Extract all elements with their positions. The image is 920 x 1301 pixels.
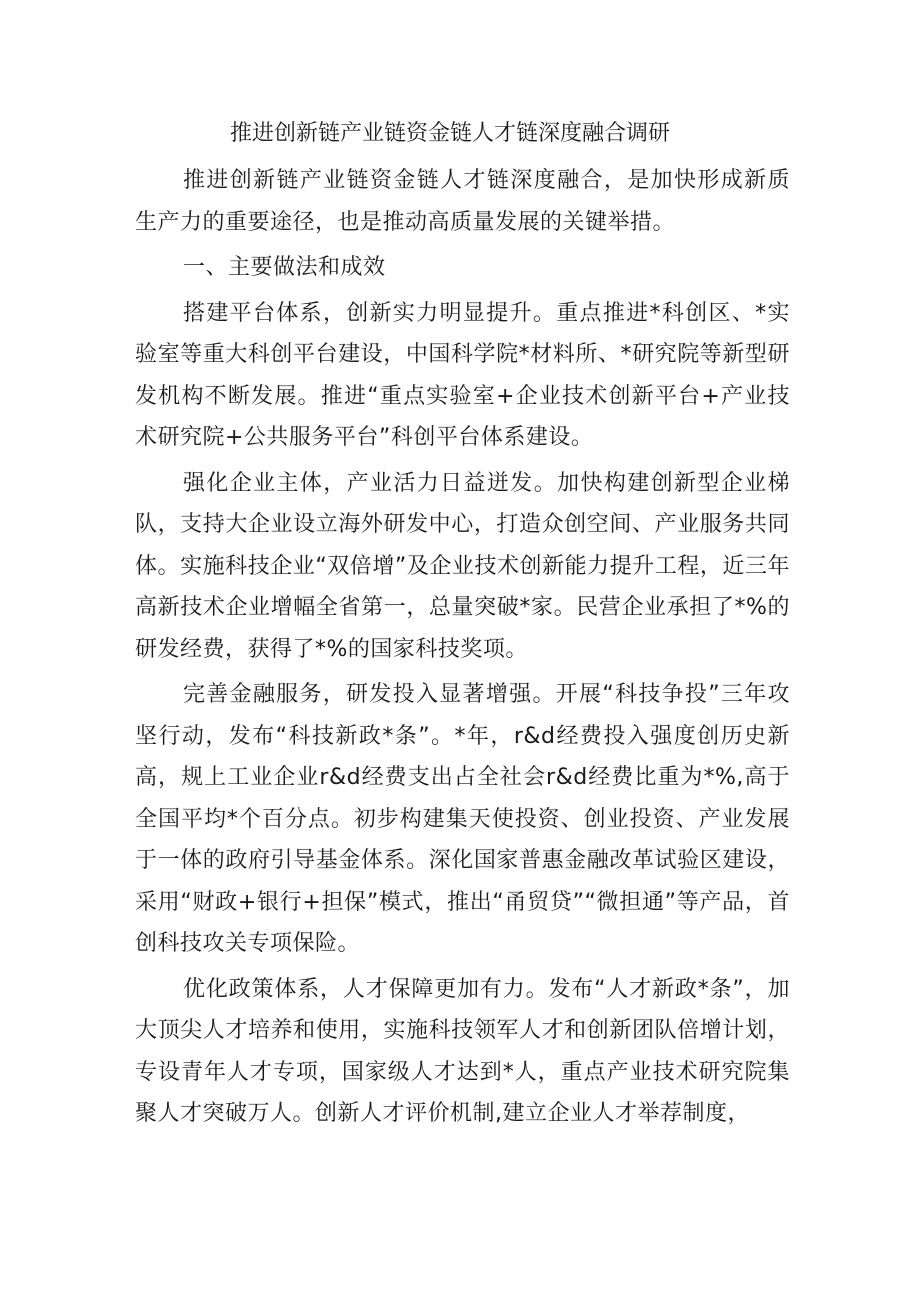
paragraph-finance: 完善金融服务，研发投入显著增强。开展“科技争投”三年攻坚行动，发布“科技新政*条”。*年，r&d经费投入强度创历史新高，规上工业企业r&d经费支出占全社会r&d经费比重为*%,高于全国平均*个百分点。初步构建集天使投资、创业投资、产业发展于一体的政府引导基金体系。深化国家普惠金融改革试验区建设，采用“财政+银行+担保”模式，推出“甬贸贷”“微担通”等产品，首创科技攻关专项保险。 [135,682,790,956]
section-heading: 一、主要做法和成效 [183,255,386,280]
document-title: 推进创新链产业链资金链人才链深度融合调研 [230,121,671,146]
paragraph-enterprise: 强化企业主体，产业活力日益迸发。加快构建创新型企业梯队，支持大企业设立海外研发中心，打造众创空间、产业服务共同体。实施科技企业“双倍增”及企业技术创新能力提升工程，近三年高新技术企业增幅全省第一，总量突破*家。民营企业承担了*%的研发经费，获得了*%的国家科技奖项。 [135,470,790,662]
intro-paragraph: 推进创新链产业链资金链人才链深度融合，是加快形成新质生产力的重要途径，也是推动高质量发展的关键举措。 [135,168,790,235]
document-body [135,160,790,1139]
paragraph-platform: 搭建平台体系，创新实力明显提升。重点推进*科创区、*实验室等重大科创平台建设，中国科学院*材料所、*研究院等新型研发机构不断发展。推进“重点实验室+企业技术创新平台+产业技术研究院+公共服务平台”科创平台体系建设。 [135,300,790,450]
paragraph-talent: 优化政策体系，人才保障更加有力。发布“人才新政*条”，加大顶尖人才培养和使用，实施科技领军人才和创新团队倍增计划，专设青年人才专项，国家级人才达到*人，重点产业技术研究院集聚人才突破万人。创新人才评价机制,建立企业人才举荐制度， [135,976,790,1126]
